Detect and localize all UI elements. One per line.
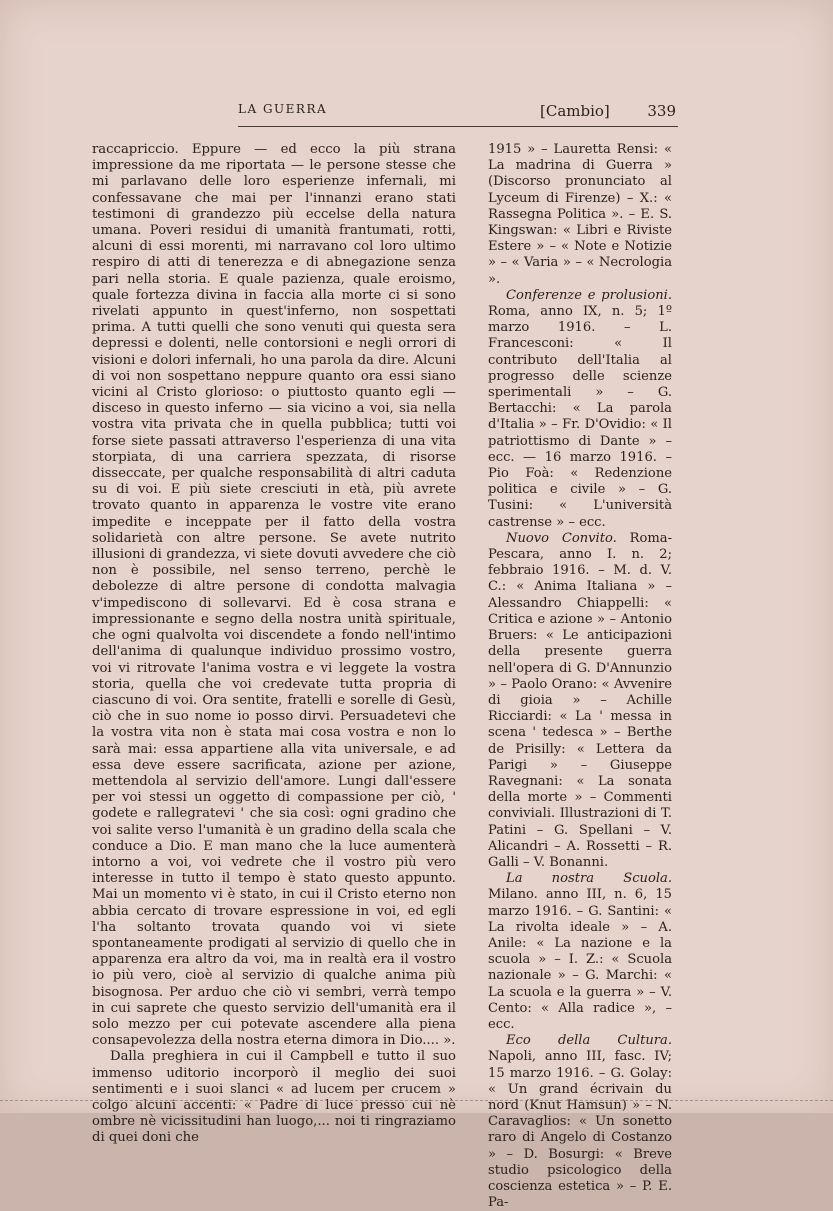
periodical-entry: [488, 1033, 672, 1211]
body-paragraph: Dalla preghiera in cui il Campbell e tutto il suo immenso uditorio incorporò il meglio dei suoi sentimenti e i suoi slanci « ad lucem per crucem » colgo alcuni accenti: « Padre di luce presso cui nè ombre nè vicissitudini han luogo,... noi ti ringraziamo di quei doni che: [92, 1049, 456, 1146]
periodical-title: Eco della Cultura.: [506, 1033, 672, 1049]
page-number: 339: [647, 102, 676, 120]
periodical-entry: [488, 142, 672, 288]
periodical-entry: [488, 288, 672, 531]
periodical-text: 1915 » – Lauretta Rensi: « La madrina di Guerra » (Discorso pronunciato al Lyceum di Firenze) – X.: « Rassegna Politica ». – E. S. Kingswan: « Libri e Riviste Estere » – « Note e Notizie » – « Varia » – « Necrologia ».: [488, 142, 672, 287]
periodical-title: La nostra Scuola.: [506, 871, 672, 887]
running-header: [238, 100, 678, 127]
periodical-text: Roma, anno IX, n. 5; 1º marzo 1916. – L. Francesconi: « Il contributo dell'Italia al progresso delle scienze sperimentali » – G. Bertacchi: « La parola d'Italia » – Fr. D'Ovidio: « Il patriottismo di Dante » – ecc. — 16 marzo 1916. – Pio Foà: « Redenzione politica e civile » – G. Tusini: « L'università castrense » – ecc.: [488, 304, 672, 530]
running-title: LA GUERRA: [238, 102, 328, 116]
left-column: [92, 142, 456, 1147]
periodical-title: Conferenze e prolusioni.: [506, 287, 672, 303]
right-column: [488, 142, 672, 1211]
periodical-text: Napoli, anno III, fasc. IV; 15 marzo 1916. – G. Golay: « Un grand écrivain du nord (Knut Hamsun) » – N. Caravaglios: « Un sonetto raro di Angelo di Costanzo » – D. Bosurgi: « Breve studio psicologico della coscienza estetica » – P. E. Pa-: [488, 1049, 672, 1211]
periodical-text: Milano. anno III, n. 6, 15 marzo 1916. – G. Santini: « La rivolta ideale » – A. Anile: « La nazione e la scuola » – I. Z.: « Scuola nazionale » – G. Marchi: « La scuola e la guerra » – V. Cento: « Alla radice », – ecc.: [488, 887, 672, 1032]
page-edge-divider: [0, 1100, 833, 1103]
body-paragraph: raccapriccio. Eppure — ed ecco la più strana impressione da me riportata — le persone stesse che mi parlavano delle loro esperienze infernali, mi confessavane che mai per l'innanzi erano stati testimoni di grandezzo più eccelse della natura umana. Poveri residui di umanità frantumati, rotti, alcuni di essi morenti, mi narravano col loro ultimo respiro di atti di tenerezza e di abnegazione senza pari nella storia. E quale pazienza, quale eroismo, quale fortezza divina in faccia alla morte ci si sono rivelati appunto in quest'inferno, non sospettati prima. A tutti quelli che sono venuti qui questa sera depressi e dolenti, nelle contorsioni e negli orrori di visioni e dolori infernali, ho una parola da dire. Alcuni di voi non sospettano neppure quanto ora essi siano vicini al Cristo glorioso: o piuttosto quanto egli — disceso in questo inferno — sia vicino a voi, sia nella vostra vita privata che in quella pubblica; tutti voi forse siete passati attraverso l'esperienza di una vita storpiata, di una carriera spezzata, di risorse disseccate, per qualche responsabilità di altri caduta su di voi. E più siete cresciuti in età, più avrete trovato quanto in apparenza le vostre vite erano impedite e inceppate per il fatto della vostra solidarietà con altre persone. Se avete nutrito illusioni di grandezza, vi siete dovuti avvedere che ciò non è possibile, nel senso terreno, perchè le debolezze di altre persone di condotta malvagia v'impediscono di sollevarvi. Ed è cosa strana e impressionante e segno della nostra unità spirituale, che ogni qualvolta voi discendete a fondo nell'intimo dell'anima di qualunque individuo prossimo vostro, voi vi ritrovate l'anima vostra e vi leggete la vostra storia, quella che voi credevate tutta propria di ciascuno di voi. Ora sentite, fratelli e sorelle di Gesù, ciò che in suo nome io posso dirvi. Persuadetevi che la vostra vita non è stata mai cosa vostra e non lo sarà mai: essa appartiene alla vita universale, e ad essa deve essere sacrificata, azione per azione, mettendola al servizio dell'amore. Lungi dall'essere per voi stessi un oggetto di compassione per ciò, ' godete e rallegratevi ' che sia così: ogni gradino che voi salite verso l'umanità è un gradino della scala che conduce a Dio. E man mano che la luce aumenterà intorno a voi, voi vedrete che il vostro più vero interesse in tutto il tempo è stato questo appunto. Mai un momento vi è stato, in cui il Cristo eterno non abbia cercato di trovare espressione in voi, ed egli l'ha soltanto trovata quando voi vi siete spontaneamente prodigati al servizio di quello che in apparenza era altro da voi, ma in realtà era il vostro io più vero, cioè al servizio di qualche anima più bisognosa. Per arduo che ciò vi sembri, verrà tempo in cui saprete che questo servizio dell'umanità era il solo mezzo per cui potevate ascendere alla piena consapevolezza della nostra eterna dimora in Dio.... ».: [92, 142, 456, 1049]
section-label: [Cambio]: [540, 102, 610, 120]
periodical-entry: [488, 871, 672, 1033]
periodical-entry: [488, 531, 672, 871]
periodical-text: Roma-Pescara, anno I. n. 2; febbraio 1916. – M. d. V. C.: « Anima Italiana » – Alessandro Chiappelli: « Critica e azione » – Antonio Bruers: « Le anticipazioni della presente guerra nell'opera di G. D'Annunzio » – Paolo Orano: « Avvenire di gioia » – Achille Ricciardi: « La ' messa in scena ' tedesca » – Berthe de Prisilly: « Lettera da Parigi » – Giuseppe Ravegnani: « La sonata della morte » – Commenti conviviali. Illustrazioni di T. Patini – G. Spellani – V. Alicandri – A. Rossetti – R. Galli – V. Bonanni.: [488, 530, 672, 870]
periodical-title: Nuovo Convito.: [506, 530, 617, 546]
